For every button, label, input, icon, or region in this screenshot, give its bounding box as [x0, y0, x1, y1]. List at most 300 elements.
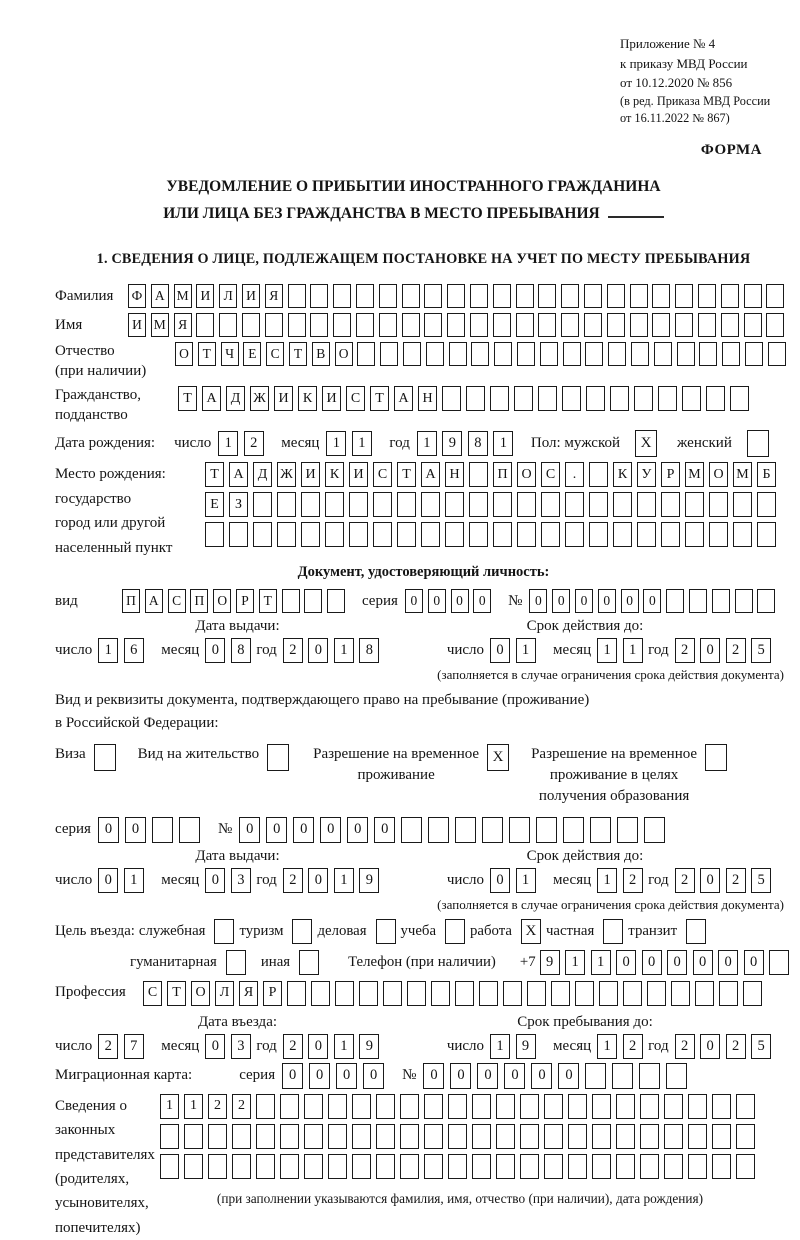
- form-cell[interactable]: [472, 1094, 491, 1119]
- form-cell[interactable]: [349, 492, 368, 517]
- form-cell[interactable]: [575, 981, 594, 1006]
- form-cell[interactable]: [424, 284, 442, 308]
- checkbox-male[interactable]: X: [635, 430, 657, 457]
- form-cell[interactable]: [455, 981, 474, 1006]
- form-cell[interactable]: Е: [243, 342, 261, 366]
- form-cell[interactable]: [184, 1154, 203, 1179]
- form-cell[interactable]: 2: [232, 1094, 251, 1119]
- checkbox-business[interactable]: [376, 919, 396, 944]
- form-cell[interactable]: [599, 981, 618, 1006]
- form-cell[interactable]: [671, 981, 690, 1006]
- form-cell[interactable]: [179, 817, 200, 843]
- form-cell[interactable]: Т: [259, 589, 277, 613]
- form-cell[interactable]: [698, 284, 716, 308]
- form-cell[interactable]: [352, 1154, 371, 1179]
- form-cell[interactable]: [160, 1154, 179, 1179]
- form-cell[interactable]: П: [122, 589, 140, 613]
- form-cell[interactable]: [520, 1154, 539, 1179]
- checkbox-other[interactable]: [299, 950, 319, 975]
- form-cell[interactable]: [449, 342, 467, 366]
- form-cell[interactable]: 2: [726, 1034, 746, 1059]
- form-cell[interactable]: [494, 342, 512, 366]
- form-cell[interactable]: [301, 492, 320, 517]
- form-cell[interactable]: [757, 522, 776, 547]
- form-cell[interactable]: 0: [363, 1063, 384, 1089]
- form-cell[interactable]: [698, 313, 716, 337]
- form-cell[interactable]: О: [335, 342, 353, 366]
- form-cell[interactable]: [455, 817, 476, 843]
- form-cell[interactable]: [607, 313, 625, 337]
- form-cell[interactable]: [431, 981, 450, 1006]
- form-cell[interactable]: [551, 981, 570, 1006]
- form-cell[interactable]: [333, 313, 351, 337]
- form-cell[interactable]: [304, 1094, 323, 1119]
- form-cell[interactable]: 0: [451, 589, 469, 613]
- form-cell[interactable]: 1: [184, 1094, 203, 1119]
- form-cell[interactable]: С: [373, 462, 392, 487]
- form-cell[interactable]: Т: [198, 342, 216, 366]
- form-cell[interactable]: 3: [231, 1034, 251, 1059]
- form-cell[interactable]: [721, 284, 739, 308]
- form-cell[interactable]: [229, 522, 248, 547]
- form-cell[interactable]: Т: [289, 342, 307, 366]
- form-cell[interactable]: [730, 386, 749, 411]
- form-cell[interactable]: 0: [531, 1063, 552, 1089]
- form-cell[interactable]: [630, 284, 648, 308]
- form-cell[interactable]: [445, 492, 464, 517]
- checkbox-humanitarian[interactable]: [226, 950, 246, 975]
- form-cell[interactable]: О: [213, 589, 231, 613]
- form-cell[interactable]: [400, 1154, 419, 1179]
- form-cell[interactable]: 1: [597, 1034, 617, 1059]
- form-cell[interactable]: [517, 522, 536, 547]
- form-cell[interactable]: [610, 386, 629, 411]
- form-cell[interactable]: Д: [226, 386, 245, 411]
- form-cell[interactable]: [699, 342, 717, 366]
- form-cell[interactable]: [536, 817, 557, 843]
- form-cell[interactable]: [712, 1094, 731, 1119]
- form-cell[interactable]: [563, 817, 584, 843]
- form-cell[interactable]: У: [637, 462, 656, 487]
- form-cell[interactable]: [685, 522, 704, 547]
- form-cell[interactable]: [590, 817, 611, 843]
- form-cell[interactable]: [685, 492, 704, 517]
- form-cell[interactable]: Н: [445, 462, 464, 487]
- form-cell[interactable]: [586, 386, 605, 411]
- form-cell[interactable]: [584, 284, 602, 308]
- form-cell[interactable]: [287, 981, 306, 1006]
- form-cell[interactable]: [612, 1063, 633, 1089]
- form-cell[interactable]: 1: [334, 868, 354, 893]
- form-cell[interactable]: [688, 1154, 707, 1179]
- form-cell[interactable]: [544, 1154, 563, 1179]
- form-cell[interactable]: Я: [174, 313, 192, 337]
- form-cell[interactable]: 0: [504, 1063, 525, 1089]
- form-cell[interactable]: [733, 492, 752, 517]
- form-cell[interactable]: 1: [417, 431, 437, 456]
- form-cell[interactable]: [376, 1154, 395, 1179]
- form-cell[interactable]: [520, 1094, 539, 1119]
- form-cell[interactable]: [688, 1094, 707, 1119]
- form-cell[interactable]: [379, 313, 397, 337]
- form-cell[interactable]: 1: [597, 868, 617, 893]
- form-cell[interactable]: [640, 1124, 659, 1149]
- form-cell[interactable]: [757, 589, 775, 613]
- form-cell[interactable]: 1: [597, 638, 617, 663]
- form-cell[interactable]: [719, 981, 738, 1006]
- form-cell[interactable]: 2: [283, 1034, 303, 1059]
- form-cell[interactable]: [242, 313, 260, 337]
- form-cell[interactable]: [544, 1124, 563, 1149]
- form-cell[interactable]: 1: [326, 431, 346, 456]
- form-cell[interactable]: [744, 284, 762, 308]
- form-cell[interactable]: 1: [124, 868, 144, 893]
- form-cell[interactable]: 0: [374, 817, 395, 843]
- form-cell[interactable]: [277, 492, 296, 517]
- form-cell[interactable]: [470, 313, 488, 337]
- form-cell[interactable]: [652, 284, 670, 308]
- form-cell[interactable]: [722, 342, 740, 366]
- form-cell[interactable]: К: [613, 462, 632, 487]
- form-cell[interactable]: [664, 1124, 683, 1149]
- form-cell[interactable]: [493, 313, 511, 337]
- form-cell[interactable]: [426, 342, 444, 366]
- form-cell[interactable]: С: [143, 981, 162, 1006]
- form-cell[interactable]: 9: [359, 868, 379, 893]
- form-cell[interactable]: [517, 342, 535, 366]
- form-cell[interactable]: [282, 589, 300, 613]
- form-cell[interactable]: 5: [751, 638, 771, 663]
- form-cell[interactable]: [661, 492, 680, 517]
- form-cell[interactable]: [373, 522, 392, 547]
- checkbox-residence-permit[interactable]: [267, 744, 289, 771]
- form-cell[interactable]: 7: [124, 1034, 144, 1059]
- form-cell[interactable]: 2: [675, 868, 695, 893]
- form-cell[interactable]: [328, 1094, 347, 1119]
- form-cell[interactable]: [470, 284, 488, 308]
- form-cell[interactable]: [280, 1154, 299, 1179]
- form-cell[interactable]: [589, 522, 608, 547]
- form-cell[interactable]: [616, 1154, 635, 1179]
- form-cell[interactable]: 1: [352, 431, 372, 456]
- form-cell[interactable]: [208, 1124, 227, 1149]
- form-cell[interactable]: [589, 492, 608, 517]
- form-cell[interactable]: 0: [473, 589, 491, 613]
- form-cell[interactable]: [397, 492, 416, 517]
- form-cell[interactable]: 2: [283, 638, 303, 663]
- form-cell[interactable]: 5: [751, 1034, 771, 1059]
- form-cell[interactable]: К: [325, 462, 344, 487]
- form-cell[interactable]: О: [709, 462, 728, 487]
- form-cell[interactable]: 0: [266, 817, 287, 843]
- form-cell[interactable]: [712, 589, 730, 613]
- form-cell[interactable]: [357, 342, 375, 366]
- form-cell[interactable]: 1: [160, 1094, 179, 1119]
- form-cell[interactable]: 0: [616, 950, 636, 975]
- form-cell[interactable]: [421, 492, 440, 517]
- form-cell[interactable]: 2: [208, 1094, 227, 1119]
- form-cell[interactable]: [647, 981, 666, 1006]
- form-cell[interactable]: Т: [397, 462, 416, 487]
- form-cell[interactable]: 0: [308, 638, 328, 663]
- checkbox-official[interactable]: [214, 919, 234, 944]
- form-cell[interactable]: Р: [263, 981, 282, 1006]
- form-cell[interactable]: [311, 981, 330, 1006]
- form-cell[interactable]: [561, 313, 579, 337]
- form-cell[interactable]: 2: [675, 1034, 695, 1059]
- form-cell[interactable]: [709, 522, 728, 547]
- form-cell[interactable]: [675, 284, 693, 308]
- form-cell[interactable]: [253, 522, 272, 547]
- form-cell[interactable]: 2: [623, 868, 643, 893]
- form-cell[interactable]: [493, 284, 511, 308]
- form-cell[interactable]: [744, 313, 762, 337]
- checkbox-female[interactable]: [747, 430, 769, 457]
- form-cell[interactable]: [527, 981, 546, 1006]
- form-cell[interactable]: [335, 981, 354, 1006]
- form-cell[interactable]: Я: [265, 284, 283, 308]
- form-cell[interactable]: [328, 1124, 347, 1149]
- form-cell[interactable]: [304, 589, 322, 613]
- form-cell[interactable]: [403, 342, 421, 366]
- form-cell[interactable]: [288, 313, 306, 337]
- form-cell[interactable]: [637, 492, 656, 517]
- form-cell[interactable]: [585, 1063, 606, 1089]
- form-cell[interactable]: [640, 1154, 659, 1179]
- form-cell[interactable]: 0: [125, 817, 146, 843]
- form-cell[interactable]: 0: [308, 868, 328, 893]
- form-cell[interactable]: О: [191, 981, 210, 1006]
- form-cell[interactable]: 2: [98, 1034, 118, 1059]
- form-cell[interactable]: [654, 342, 672, 366]
- form-cell[interactable]: [721, 313, 739, 337]
- form-cell[interactable]: 0: [575, 589, 593, 613]
- form-cell[interactable]: [616, 1124, 635, 1149]
- form-cell[interactable]: [304, 1154, 323, 1179]
- form-cell[interactable]: [538, 386, 557, 411]
- checkbox-transit[interactable]: [686, 919, 706, 944]
- form-cell[interactable]: 0: [490, 868, 510, 893]
- form-cell[interactable]: 0: [308, 1034, 328, 1059]
- form-cell[interactable]: Ч: [221, 342, 239, 366]
- checkbox-temp-residence-edu[interactable]: [705, 744, 727, 771]
- form-cell[interactable]: [219, 313, 237, 337]
- form-cell[interactable]: [482, 817, 503, 843]
- form-cell[interactable]: [509, 817, 530, 843]
- form-cell[interactable]: [310, 284, 328, 308]
- form-cell[interactable]: 9: [359, 1034, 379, 1059]
- form-cell[interactable]: [639, 1063, 660, 1089]
- form-cell[interactable]: [514, 386, 533, 411]
- form-cell[interactable]: [637, 522, 656, 547]
- form-cell[interactable]: 0: [744, 950, 764, 975]
- form-cell[interactable]: [631, 342, 649, 366]
- form-cell[interactable]: К: [298, 386, 317, 411]
- form-cell[interactable]: [310, 313, 328, 337]
- form-cell[interactable]: 1: [516, 638, 536, 663]
- form-cell[interactable]: 0: [405, 589, 423, 613]
- form-cell[interactable]: 0: [309, 1063, 330, 1089]
- form-cell[interactable]: 1: [516, 868, 536, 893]
- form-cell[interactable]: Т: [178, 386, 197, 411]
- form-cell[interactable]: [232, 1154, 251, 1179]
- form-cell[interactable]: [232, 1124, 251, 1149]
- form-cell[interactable]: 0: [718, 950, 738, 975]
- form-cell[interactable]: [400, 1094, 419, 1119]
- form-cell[interactable]: [736, 1154, 755, 1179]
- form-cell[interactable]: [682, 386, 701, 411]
- form-cell[interactable]: [472, 1124, 491, 1149]
- form-cell[interactable]: [743, 981, 762, 1006]
- form-cell[interactable]: [735, 589, 753, 613]
- form-cell[interactable]: [472, 1154, 491, 1179]
- form-cell[interactable]: [379, 284, 397, 308]
- form-cell[interactable]: Д: [253, 462, 272, 487]
- form-cell[interactable]: [664, 1154, 683, 1179]
- form-cell[interactable]: [397, 522, 416, 547]
- form-cell[interactable]: 0: [667, 950, 687, 975]
- checkbox-work[interactable]: X: [521, 919, 541, 944]
- form-cell[interactable]: [736, 1124, 755, 1149]
- form-cell[interactable]: [445, 522, 464, 547]
- form-cell[interactable]: Ж: [250, 386, 269, 411]
- form-cell[interactable]: 5: [751, 868, 771, 893]
- form-cell[interactable]: [540, 342, 558, 366]
- form-cell[interactable]: Е: [205, 492, 224, 517]
- form-cell[interactable]: [613, 492, 632, 517]
- form-cell[interactable]: [544, 1094, 563, 1119]
- form-cell[interactable]: [421, 522, 440, 547]
- form-cell[interactable]: 0: [477, 1063, 498, 1089]
- checkbox-visa[interactable]: [94, 744, 116, 771]
- form-cell[interactable]: [733, 522, 752, 547]
- form-cell[interactable]: [184, 1124, 203, 1149]
- form-cell[interactable]: [325, 492, 344, 517]
- form-cell[interactable]: [328, 1154, 347, 1179]
- form-cell[interactable]: [253, 492, 272, 517]
- form-cell[interactable]: 2: [623, 1034, 643, 1059]
- form-cell[interactable]: О: [517, 462, 536, 487]
- form-cell[interactable]: [565, 492, 584, 517]
- form-cell[interactable]: [585, 342, 603, 366]
- form-cell[interactable]: 1: [218, 431, 238, 456]
- form-cell[interactable]: [280, 1094, 299, 1119]
- form-cell[interactable]: [652, 313, 670, 337]
- form-cell[interactable]: 0: [293, 817, 314, 843]
- form-cell[interactable]: А: [394, 386, 413, 411]
- form-cell[interactable]: [592, 1154, 611, 1179]
- form-cell[interactable]: 0: [642, 950, 662, 975]
- form-cell[interactable]: С: [266, 342, 284, 366]
- form-cell[interactable]: [152, 817, 173, 843]
- form-cell[interactable]: [428, 817, 449, 843]
- form-cell[interactable]: 0: [282, 1063, 303, 1089]
- form-cell[interactable]: [757, 492, 776, 517]
- form-cell[interactable]: 1: [591, 950, 611, 975]
- form-cell[interactable]: Т: [370, 386, 389, 411]
- form-cell[interactable]: 0: [700, 1034, 720, 1059]
- form-cell[interactable]: В: [312, 342, 330, 366]
- form-cell[interactable]: [442, 386, 461, 411]
- form-cell[interactable]: 8: [359, 638, 379, 663]
- form-cell[interactable]: 0: [621, 589, 639, 613]
- form-cell[interactable]: [538, 284, 556, 308]
- form-cell[interactable]: 0: [693, 950, 713, 975]
- form-cell[interactable]: [517, 492, 536, 517]
- form-cell[interactable]: [503, 981, 522, 1006]
- form-cell[interactable]: [666, 1063, 687, 1089]
- form-cell[interactable]: 0: [423, 1063, 444, 1089]
- form-cell[interactable]: 0: [98, 817, 119, 843]
- form-cell[interactable]: [644, 817, 665, 843]
- form-cell[interactable]: [688, 1124, 707, 1149]
- form-cell[interactable]: [447, 284, 465, 308]
- form-cell[interactable]: [383, 981, 402, 1006]
- form-cell[interactable]: [400, 1124, 419, 1149]
- form-cell[interactable]: [664, 1094, 683, 1119]
- form-cell[interactable]: [277, 522, 296, 547]
- form-cell[interactable]: [695, 981, 714, 1006]
- form-cell[interactable]: [402, 284, 420, 308]
- form-cell[interactable]: Н: [418, 386, 437, 411]
- form-cell[interactable]: Т: [205, 462, 224, 487]
- form-cell[interactable]: [617, 817, 638, 843]
- form-cell[interactable]: З: [229, 492, 248, 517]
- form-cell[interactable]: С: [346, 386, 365, 411]
- form-cell[interactable]: 2: [283, 868, 303, 893]
- form-cell[interactable]: [736, 1094, 755, 1119]
- form-cell[interactable]: 2: [726, 868, 746, 893]
- form-cell[interactable]: С: [541, 462, 560, 487]
- form-cell[interactable]: А: [202, 386, 221, 411]
- form-cell[interactable]: 2: [244, 431, 264, 456]
- checkbox-private[interactable]: [603, 919, 623, 944]
- form-cell[interactable]: [496, 1154, 515, 1179]
- form-cell[interactable]: 3: [231, 868, 251, 893]
- form-cell[interactable]: [608, 342, 626, 366]
- form-cell[interactable]: 0: [552, 589, 570, 613]
- form-cell[interactable]: А: [145, 589, 163, 613]
- form-cell[interactable]: [640, 1094, 659, 1119]
- form-cell[interactable]: 0: [450, 1063, 471, 1089]
- form-cell[interactable]: [592, 1094, 611, 1119]
- form-cell[interactable]: [616, 1094, 635, 1119]
- form-cell[interactable]: [516, 284, 534, 308]
- form-cell[interactable]: 0: [558, 1063, 579, 1089]
- form-cell[interactable]: [359, 981, 378, 1006]
- form-cell[interactable]: П: [493, 462, 512, 487]
- form-cell[interactable]: И: [128, 313, 146, 337]
- form-cell[interactable]: [689, 589, 707, 613]
- form-cell[interactable]: 1: [490, 1034, 510, 1059]
- form-cell[interactable]: Ф: [128, 284, 146, 308]
- form-cell[interactable]: А: [229, 462, 248, 487]
- form-cell[interactable]: [745, 342, 763, 366]
- form-cell[interactable]: [563, 342, 581, 366]
- form-cell[interactable]: [304, 1124, 323, 1149]
- checkbox-temp-residence[interactable]: X: [487, 744, 509, 771]
- form-cell[interactable]: А: [151, 284, 169, 308]
- form-cell[interactable]: Р: [661, 462, 680, 487]
- form-cell[interactable]: [561, 284, 579, 308]
- form-cell[interactable]: [447, 313, 465, 337]
- form-cell[interactable]: Ж: [277, 462, 296, 487]
- form-cell[interactable]: 1: [565, 950, 585, 975]
- form-cell[interactable]: 0: [320, 817, 341, 843]
- form-cell[interactable]: 0: [205, 638, 225, 663]
- form-cell[interactable]: 0: [700, 638, 720, 663]
- form-cell[interactable]: И: [274, 386, 293, 411]
